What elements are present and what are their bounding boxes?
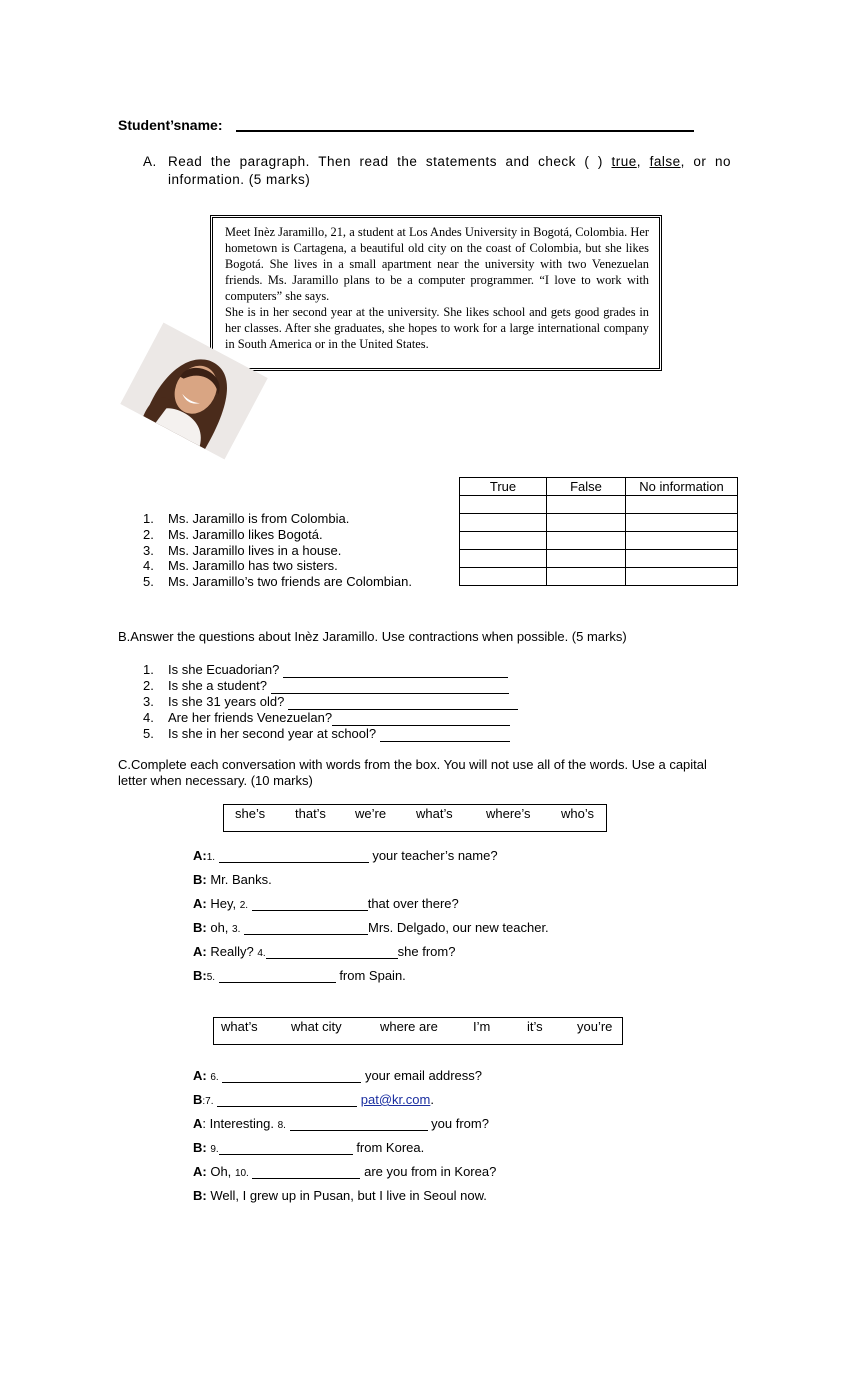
question-text: Is she 31 years old?: [168, 694, 285, 709]
item-number: 1.: [143, 662, 154, 677]
list-item: [143, 694, 518, 710]
answer-blank[interactable]: [222, 1082, 361, 1083]
check-cell[interactable]: [547, 550, 626, 568]
list-item: [143, 710, 518, 726]
conversation-line: [193, 848, 498, 863]
list-item: [143, 678, 518, 694]
answer-blank[interactable]: [252, 1178, 360, 1179]
blank-number: 10.: [234, 1168, 249, 1179]
answer-blank[interactable]: [252, 910, 368, 911]
option-true: true: [611, 154, 637, 169]
instruction-text: Read the paragraph. Then read the statements and check ( ): [168, 154, 603, 169]
line-text: Oh,: [210, 1164, 232, 1179]
item-number: 4.: [143, 558, 154, 574]
item-number: 1.: [143, 511, 154, 526]
question-text: Is she a student?: [168, 678, 268, 693]
answer-blank[interactable]: [219, 982, 336, 983]
item-number: 2.: [143, 678, 154, 693]
speaker-label: A:: [193, 1068, 207, 1083]
student-name-label: Student’sname:: [118, 117, 223, 133]
item-number: 4.: [143, 710, 154, 725]
check-cell[interactable]: [460, 568, 547, 586]
list-item: [143, 662, 518, 678]
list-item: [143, 726, 518, 742]
line-text: she from?: [397, 944, 456, 959]
answer-blank[interactable]: [380, 741, 510, 742]
line-text: Mr. Banks.: [210, 872, 272, 887]
paragraph-line: Meet Inèz Jaramillo, 21, a student at Los Andes University in Bogotá, Colombia. Her hometown is Cartagena, a beautiful old city on the coast of Colombia, but she likes Bogotá. She lives in a small apartment near the university with two Venezuelan friends. Ms. Jaramillo plans to be a computer programmer. “I love to work with computers” she says.: [225, 225, 649, 303]
conversation-line: [193, 944, 455, 959]
instruction-text-end: , or no information. (5 marks): [168, 154, 731, 187]
box-word: we’re: [355, 806, 387, 821]
check-cell[interactable]: [460, 496, 547, 514]
line-text: from Korea.: [356, 1140, 425, 1155]
blank-number: :7.: [202, 1096, 214, 1107]
conversation-line: [193, 920, 549, 935]
item-number: 5.: [143, 726, 154, 741]
list-item: [143, 543, 412, 559]
check-cell[interactable]: [547, 514, 626, 532]
box-word: I’m: [473, 1019, 491, 1034]
check-cell[interactable]: [547, 496, 626, 514]
line-text: are you from in Korea?: [364, 1164, 497, 1179]
true-false-table: [459, 477, 738, 586]
blank-number: 2.: [239, 900, 249, 911]
item-number: 3.: [143, 542, 154, 558]
line-text: : Interesting.: [202, 1116, 274, 1131]
box-word: who’s: [561, 806, 595, 821]
check-cell[interactable]: [626, 514, 738, 532]
line-text: .: [430, 1092, 434, 1107]
answer-blank[interactable]: [290, 1130, 428, 1131]
conversation-line: [193, 896, 459, 911]
statement-text: Ms. Jaramillo likes Bogotá.: [168, 526, 323, 542]
speaker-label: A: [193, 1116, 203, 1131]
box-word: you’re: [577, 1019, 613, 1034]
conversation-line: [193, 1092, 434, 1107]
table-row: [460, 550, 738, 568]
col-false: False: [547, 478, 626, 496]
speaker-label: A:: [193, 896, 207, 911]
box-word: it’s: [527, 1019, 543, 1034]
line-text: oh,: [210, 920, 229, 935]
speaker-label: B:: [193, 872, 207, 887]
col-no-information: No information: [626, 478, 738, 496]
conversation-line: [193, 1164, 496, 1179]
check-cell[interactable]: [547, 532, 626, 550]
check-cell[interactable]: [626, 496, 738, 514]
table-row: [460, 532, 738, 550]
speaker-label: A:: [193, 848, 207, 863]
line-text: Hey,: [210, 896, 237, 911]
line-text: Well, I grew up in Pusan, but I live in Seoul now.: [210, 1188, 487, 1203]
speaker-label: B:: [193, 1140, 207, 1155]
option-false: false: [649, 154, 681, 169]
line-text: you from?: [431, 1116, 489, 1131]
blank-number: 6.: [210, 1072, 219, 1083]
statement-list: [143, 511, 412, 590]
col-true: True: [460, 478, 547, 496]
blank-number: 9.: [210, 1144, 219, 1155]
line-text: Mrs. Delgado, our new teacher.: [368, 920, 549, 935]
check-cell[interactable]: [626, 532, 738, 550]
reading-paragraph: [225, 224, 649, 352]
paragraph-line: She is in her second year at the university. She likes school and gets good grades in her classes. After she graduates, she hopes to work for a large international company in South America or in the United States.: [225, 305, 649, 351]
table-row: [460, 568, 738, 586]
answer-blank[interactable]: [244, 934, 368, 935]
section-a-letter: A.: [143, 154, 157, 169]
check-cell[interactable]: [460, 514, 547, 532]
question-text: Is she in her second year at school?: [168, 726, 377, 741]
conversation-line: [193, 872, 272, 887]
answer-blank[interactable]: [219, 1154, 353, 1155]
word-box-2: [213, 1017, 623, 1045]
speaker-label: A:: [193, 944, 207, 959]
list-item: [143, 527, 412, 543]
answer-blank[interactable]: [217, 1106, 357, 1107]
item-number: 2.: [143, 526, 154, 542]
check-cell[interactable]: [460, 550, 547, 568]
line-text: your email address?: [364, 1068, 482, 1083]
box-word: that’s: [295, 806, 326, 821]
box-word: she’s: [235, 806, 266, 821]
box-word: what city: [291, 1019, 342, 1034]
list-item: [143, 558, 412, 574]
separator: ,: [636, 154, 642, 169]
statement-text: Ms. Jaramillo has two sisters.: [168, 558, 338, 574]
word-box-1: [223, 804, 607, 832]
blank-number: 3.: [232, 924, 241, 935]
check-cell[interactable]: [460, 532, 547, 550]
list-item: [143, 574, 412, 590]
statement-text: Ms. Jaramillo’s two friends are Colombian.: [168, 574, 412, 590]
blank-number: 8.: [277, 1120, 286, 1131]
email-link[interactable]: pat@kr.com: [360, 1092, 431, 1107]
section-b-title: B.Answer the questions about Inèz Jaramillo. Use contractions when possible. (5 marks): [118, 629, 627, 644]
statement-text: Ms. Jaramillo is from Colombia.: [168, 511, 350, 526]
box-word: what’s: [416, 806, 453, 821]
line-text: Really?: [210, 944, 254, 959]
check-cell[interactable]: [626, 568, 738, 586]
conversation-line: [193, 1140, 424, 1155]
statement-text: Ms. Jaramillo lives in a house.: [168, 542, 342, 558]
table-row: [460, 514, 738, 532]
box-word: where are: [380, 1019, 438, 1034]
question-text: Are her friends Venezuelan?: [168, 710, 333, 725]
check-cell[interactable]: [547, 568, 626, 586]
line-text: your teacher’s name?: [372, 848, 498, 863]
blank-number: 5.: [206, 972, 216, 983]
table-row: [460, 496, 738, 514]
speaker-label: B:: [193, 920, 207, 935]
conversation-line: [193, 968, 406, 983]
speaker-label: B:: [193, 1188, 207, 1203]
item-number: 5.: [143, 574, 154, 590]
list-item: [143, 511, 412, 527]
answer-blank[interactable]: [219, 862, 369, 863]
section-a-instruction: [143, 153, 731, 189]
box-word: where’s: [486, 806, 531, 821]
question-text: Is she Ecuadorian?: [168, 662, 280, 677]
speaker-label: B: [193, 1092, 203, 1107]
conversation-line: [193, 1116, 489, 1131]
line-text: that over there?: [367, 896, 459, 911]
speaker-label: B:: [193, 968, 207, 983]
answer-blank[interactable]: [266, 958, 398, 959]
conversation-line: [193, 1188, 487, 1203]
item-number: 3.: [143, 694, 154, 709]
check-cell[interactable]: [626, 550, 738, 568]
conversation-line: [193, 1068, 482, 1083]
blank-number: 4.: [257, 948, 266, 959]
student-name-field[interactable]: [236, 130, 694, 132]
blank-number: 1.: [206, 852, 216, 863]
question-list: [143, 662, 518, 742]
speaker-label: A:: [193, 1164, 207, 1179]
section-c-title: C.Complete each conversation with words from the box. You will not use all of the words. Use a capital letter when necessary. (10 marks): [118, 757, 707, 788]
line-text: from Spain.: [339, 968, 406, 983]
box-word: what’s: [221, 1019, 258, 1034]
